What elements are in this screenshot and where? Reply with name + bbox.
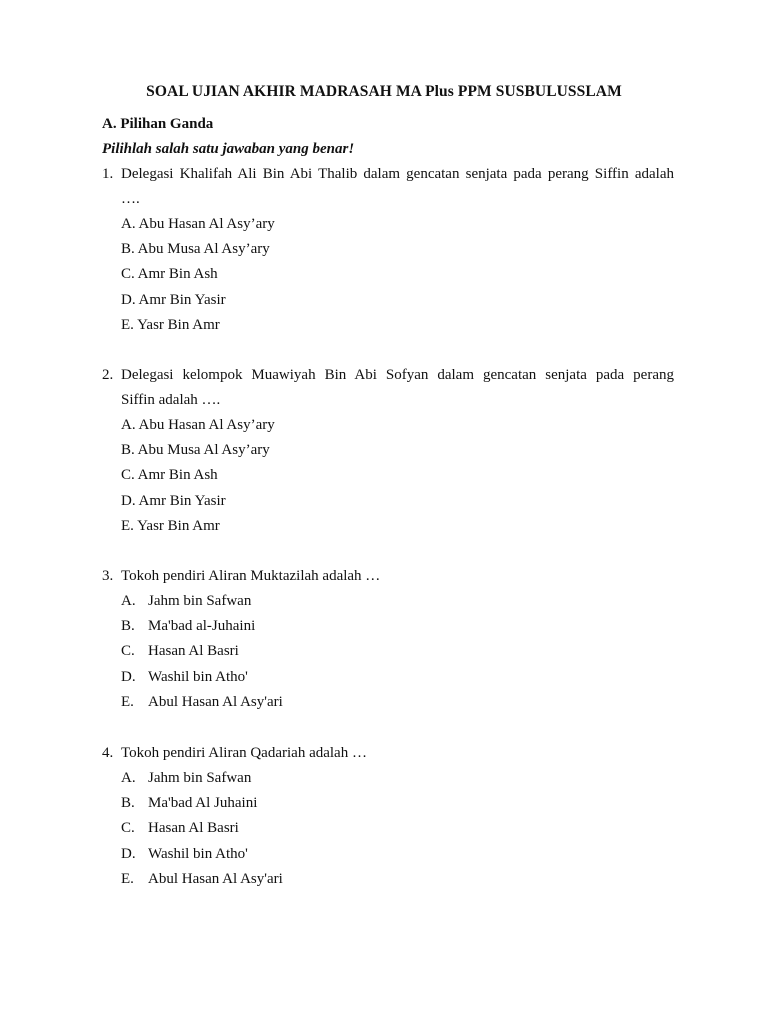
question-number: 2. <box>102 367 114 383</box>
option-e: E. Yasr Bin Amr <box>121 316 220 333</box>
question-text-continued: …. <box>121 191 140 207</box>
option-letter: B. <box>121 618 135 635</box>
option-e <box>102 690 674 715</box>
option-a <box>102 766 674 791</box>
option-d: D. Amr Bin Yasir <box>121 291 226 308</box>
option-d: D. Amr Bin Yasir <box>121 492 226 509</box>
option-letter: C. <box>121 643 135 660</box>
option-text: Hasan Al Basri <box>148 643 239 660</box>
question-3 <box>102 564 674 715</box>
option-letter: E. <box>121 693 134 710</box>
question-text: Tokoh pendiri Aliran Muktazilah adalah … <box>121 568 381 584</box>
option-letter: E. <box>121 870 134 887</box>
option-b: B. Abu Musa Al Asy’ary <box>121 241 270 258</box>
option-e <box>102 867 674 892</box>
option-text: Hasan Al Basri <box>148 820 239 837</box>
option-b <box>102 791 674 816</box>
option-c: C. Amr Bin Ash <box>121 467 218 484</box>
option-text: Abul Hasan Al Asy'ari <box>148 870 283 887</box>
option-d <box>102 842 674 867</box>
option-text: Washil bin Atho' <box>148 845 248 862</box>
option-letter: A. <box>121 593 136 609</box>
option-b <box>102 614 674 639</box>
option-a: A. Abu Hasan Al Asy’ary <box>121 216 275 232</box>
question-text: Delegasi kelompok Muawiyah Bin Abi Sofyan dalam gencatan senjata pada perang <box>121 367 674 383</box>
option-c: C. Amr Bin Ash <box>121 266 218 283</box>
option-letter: B. <box>121 795 135 812</box>
question-number: 3. <box>102 568 114 584</box>
option-a: A. Abu Hasan Al Asy’ary <box>121 417 275 433</box>
question-text-continued: Siffin adalah …. <box>121 392 221 408</box>
option-e: E. Yasr Bin Amr <box>121 517 220 534</box>
option-d <box>102 665 674 690</box>
option-c <box>102 639 674 664</box>
question-1 <box>102 162 674 338</box>
option-letter: D. <box>121 668 136 685</box>
option-c <box>102 816 674 841</box>
question-4 <box>102 741 674 892</box>
option-text: Washil bin Atho' <box>148 668 248 685</box>
question-text: Delegasi Khalifah Ali Bin Abi Thalib dalam gencatan senjata pada perang Siffin adalah <box>121 166 674 182</box>
question-number: 1. <box>102 166 114 182</box>
instruction-text: Pilihlah salah satu jawaban yang benar! <box>102 141 355 157</box>
option-text: Ma'bad Al Juhaini <box>148 795 258 812</box>
question-2 <box>102 363 674 539</box>
option-letter: D. <box>121 845 136 862</box>
option-letter: C. <box>121 820 135 837</box>
section-heading: A. Pilihan Ganda <box>102 116 214 132</box>
document-title: SOAL UJIAN AKHIR MADRASAH MA Plus PPM SUSBULUSSLAM <box>146 83 622 100</box>
option-b: B. Abu Musa Al Asy’ary <box>121 442 270 459</box>
option-text: Ma'bad al-Juhaini <box>148 618 256 635</box>
question-number: 4. <box>102 745 114 761</box>
option-text: Abul Hasan Al Asy'ari <box>148 693 283 710</box>
option-text: Jahm bin Safwan <box>148 593 252 609</box>
question-text: Tokoh pendiri Aliran Qadariah adalah … <box>121 745 367 761</box>
option-letter: A. <box>121 770 136 786</box>
option-text: Jahm bin Safwan <box>148 770 252 786</box>
option-a <box>102 589 674 614</box>
